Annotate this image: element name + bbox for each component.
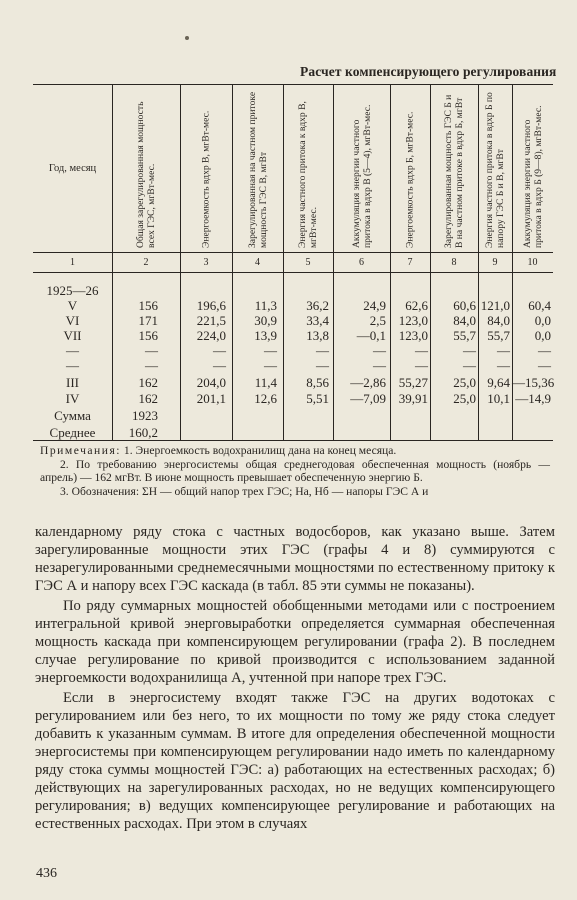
table-cell: —: [497, 343, 510, 358]
table-cell: —: [415, 343, 428, 358]
table-cell: VI: [65, 313, 80, 328]
table-cell: 123,0: [398, 313, 428, 328]
body-text: [35, 523, 555, 835]
table-cell: V: [67, 298, 78, 313]
column-header-text: Зарегулированная на частном притоке мощность ГЭС В, мгВт: [246, 91, 269, 248]
table-cell: —: [145, 358, 158, 373]
paragraph-1: календарному ряду стока с частных водосборов, как указано выше. Затем зарегулированные мощности этих ГЭС (графы 4 и 8) суммируются с незарегулированными среднемесячными мощностями по естественному притоку к ГЭС А и напору всех ГЭС каскада (в табл. 85 эти суммы не показаны).: [35, 524, 555, 594]
table-cell: 204,0: [196, 375, 226, 390]
table-cell: 13,9: [254, 328, 277, 343]
column-number: 2: [143, 257, 149, 268]
table-cell: 9,64: [487, 375, 510, 390]
column-header: [513, 86, 552, 250]
table-cell: —: [264, 343, 277, 358]
notes-label: Примечания:: [40, 444, 122, 457]
table-cell: —: [264, 358, 277, 373]
table-cell: 12,6: [254, 391, 277, 406]
table-cell: —: [213, 358, 226, 373]
table-cell: —14,9: [515, 391, 551, 406]
table-cell: 162: [138, 391, 158, 406]
column-header: [284, 86, 332, 250]
column-header: [113, 86, 179, 250]
table-cell: —: [463, 358, 476, 373]
column-number: 1: [70, 257, 75, 268]
column-number: 9: [492, 257, 498, 268]
table-cell: 171: [138, 313, 158, 328]
table-cell: —: [415, 358, 428, 373]
table-cell: 33,4: [306, 313, 329, 328]
table-cell: —: [145, 343, 158, 358]
note-3: 3. Обозначения: ΣH — общий напор трех ГЭС; Hа, Hб — напоры ГЭС А и: [60, 484, 429, 498]
column-number: 5: [305, 257, 311, 268]
table-row: [33, 343, 553, 359]
table-cell: 160,2: [128, 425, 158, 440]
table-row: [33, 391, 553, 407]
paragraph-3: Если в энергосистему входят также ГЭС на других водотоках с регулированием или без него, то их мощности по тому же ряду стока следует добавить к указанным суммам. В итоге для определения обеспеченной мощности энергосистемы при компенсирующем регулировании надо иметь по календарному ряду стока суммы мощностей ГЭС: а) работающих на естественных расходах; б) действующих на зарегулированных расходах, но не ведущих компенсирующего регулирования; в) ведущих компенсирующее регулирование и работающих на естественных расходах. При этом в случаях: [35, 690, 555, 832]
table-row: [33, 298, 553, 314]
table-cell: —: [538, 358, 551, 373]
table-cell: 1923: [132, 408, 158, 423]
table-cell: —: [497, 358, 510, 373]
note-1: 1. Энергоемкость водохранилищ дана на конец месяца.: [123, 444, 397, 457]
table-cell: 196,6: [196, 298, 226, 313]
table-cell: —: [373, 343, 386, 358]
table-cell: Сумма: [54, 408, 91, 423]
table-cell: 30,9: [254, 313, 277, 328]
table-cell: 39,91: [398, 391, 428, 406]
column-number: 3: [203, 257, 209, 268]
table-cell: 55,27: [398, 375, 428, 390]
table-cell: III: [66, 375, 79, 390]
table-cell: 62,6: [405, 298, 428, 313]
table-cell: —: [213, 343, 226, 358]
column-header: [233, 86, 282, 250]
table-row: [33, 283, 553, 299]
table-cell: 13,8: [306, 328, 329, 343]
column-number: 6: [359, 257, 364, 268]
column-header: [391, 86, 429, 250]
table-cell: 2,5: [369, 313, 386, 328]
table-cell: 156: [138, 328, 158, 343]
column-header: [334, 86, 389, 250]
table-cell: 121,0: [480, 298, 510, 313]
table-cell: 8,56: [306, 375, 329, 390]
table-cell: 1925—26: [46, 283, 99, 298]
column-header-text: Аккумуляция энергии частного притока в вдхр Б (9—8), мгВт-мес.: [521, 105, 544, 248]
table-cell: —: [463, 343, 476, 358]
table-row: [33, 313, 553, 329]
table-cell: 25,0: [453, 375, 476, 390]
table-rule-num: [33, 272, 553, 273]
table-cell: 162: [138, 375, 158, 390]
table-cell: 60,4: [528, 298, 551, 313]
table-cell: 221,5: [196, 313, 226, 328]
table-cell: —0,1: [356, 328, 386, 343]
page-number: 436: [36, 866, 57, 881]
table-cell: 123,0: [398, 328, 428, 343]
table-cell: 60,6: [453, 298, 476, 313]
paragraph-2: По ряду суммарных мощностей обобщенными методами или с построением интегральной кривой энерговыработки определяется суммарная обеспеченная мощность каскада при компенсирующем регулировании (графа 2). В последнем случае регулирование по кривой производится с использованием заданной энергоемкости водохранилища А, учтенной при напоре трех ГЭС.: [35, 598, 555, 686]
column-number: 7: [407, 257, 413, 268]
table-cell: Среднее: [49, 425, 96, 440]
table-cell: 24,9: [363, 298, 386, 313]
column-header-text: Аккумуляция энергии частного притока в вдхр В (5—4), мгВт-мес.: [350, 104, 373, 248]
table-cell: IV: [65, 391, 80, 406]
column-header-text: Зарегулированная мощность ГЭС Б и В на частном притоке в вдхр Б, мгВт: [443, 94, 465, 248]
table-cell: 55,7: [487, 328, 510, 343]
table-cell: —: [538, 343, 551, 358]
column-header: [431, 86, 477, 250]
column-header-text: Энергия частного притока к вдхр В, мгВт-мес.: [297, 101, 319, 248]
column-header-text: Энергия частного притока в вдхр Б по напору ГЭС Б и В, мгВт: [484, 92, 506, 248]
table-cell: —: [316, 358, 329, 373]
table-cell: 84,0: [487, 313, 510, 328]
table-row: [33, 425, 553, 441]
table-cell: 5,51: [306, 391, 329, 406]
table-row: [33, 328, 553, 344]
table-rule-top: [33, 84, 553, 85]
column-header: [479, 86, 511, 250]
table-cell: 25,0: [453, 391, 476, 406]
table-cell: 11,4: [254, 375, 277, 390]
table-cell: 55,7: [453, 328, 476, 343]
table-cell: 11,3: [254, 298, 277, 313]
table-cell: 84,0: [453, 313, 476, 328]
note-2: 2. По требованию энергосистемы общая среднегодовая обеспеченная мощность (ноябрь — апрель) — 162 мгВт. В июне мощность превышает обеспеченную энергию Б.: [40, 457, 550, 484]
table-row: [33, 408, 553, 424]
table-cell: —: [373, 358, 386, 373]
table-cell: —: [316, 343, 329, 358]
print-speck: [185, 36, 189, 40]
table-cell: 224,0: [196, 328, 226, 343]
table-cell: 201,1: [196, 391, 226, 406]
column-header-text: Энергоемкость вдхр В, мгВт-мес.: [200, 110, 212, 248]
table-cell: 36,2: [306, 298, 329, 313]
column-number: 10: [527, 257, 538, 268]
table-cell: —7,09: [350, 391, 386, 406]
column-number: 8: [451, 257, 457, 268]
column-header: [181, 86, 231, 250]
table-cell: —2,86: [350, 375, 386, 390]
table-cell: VII: [63, 328, 82, 343]
column-number: 4: [255, 257, 260, 268]
table-cell: —: [66, 343, 79, 358]
table-cell: —15,36: [512, 375, 555, 390]
table-row: [33, 358, 553, 374]
table-cell: —: [66, 358, 79, 373]
running-header: Расчет компенсирующего регулирования: [300, 64, 557, 79]
table-row: [33, 375, 553, 391]
table-cell: 0,0: [534, 328, 551, 343]
column-header: Год, месяц: [48, 162, 97, 174]
table-rule-mid: [33, 252, 553, 253]
table-cell: 156: [138, 298, 158, 313]
table-cell: 10,1: [487, 391, 510, 406]
table-cell: 0,0: [534, 313, 551, 328]
table-notes: [40, 444, 550, 498]
column-header-text: Энергоемкость вдхр Б, мгВт-мес.: [404, 111, 416, 248]
column-header-text: Общая зарегулированная мощность всех ГЭС, мгВт-мес.: [135, 101, 157, 248]
